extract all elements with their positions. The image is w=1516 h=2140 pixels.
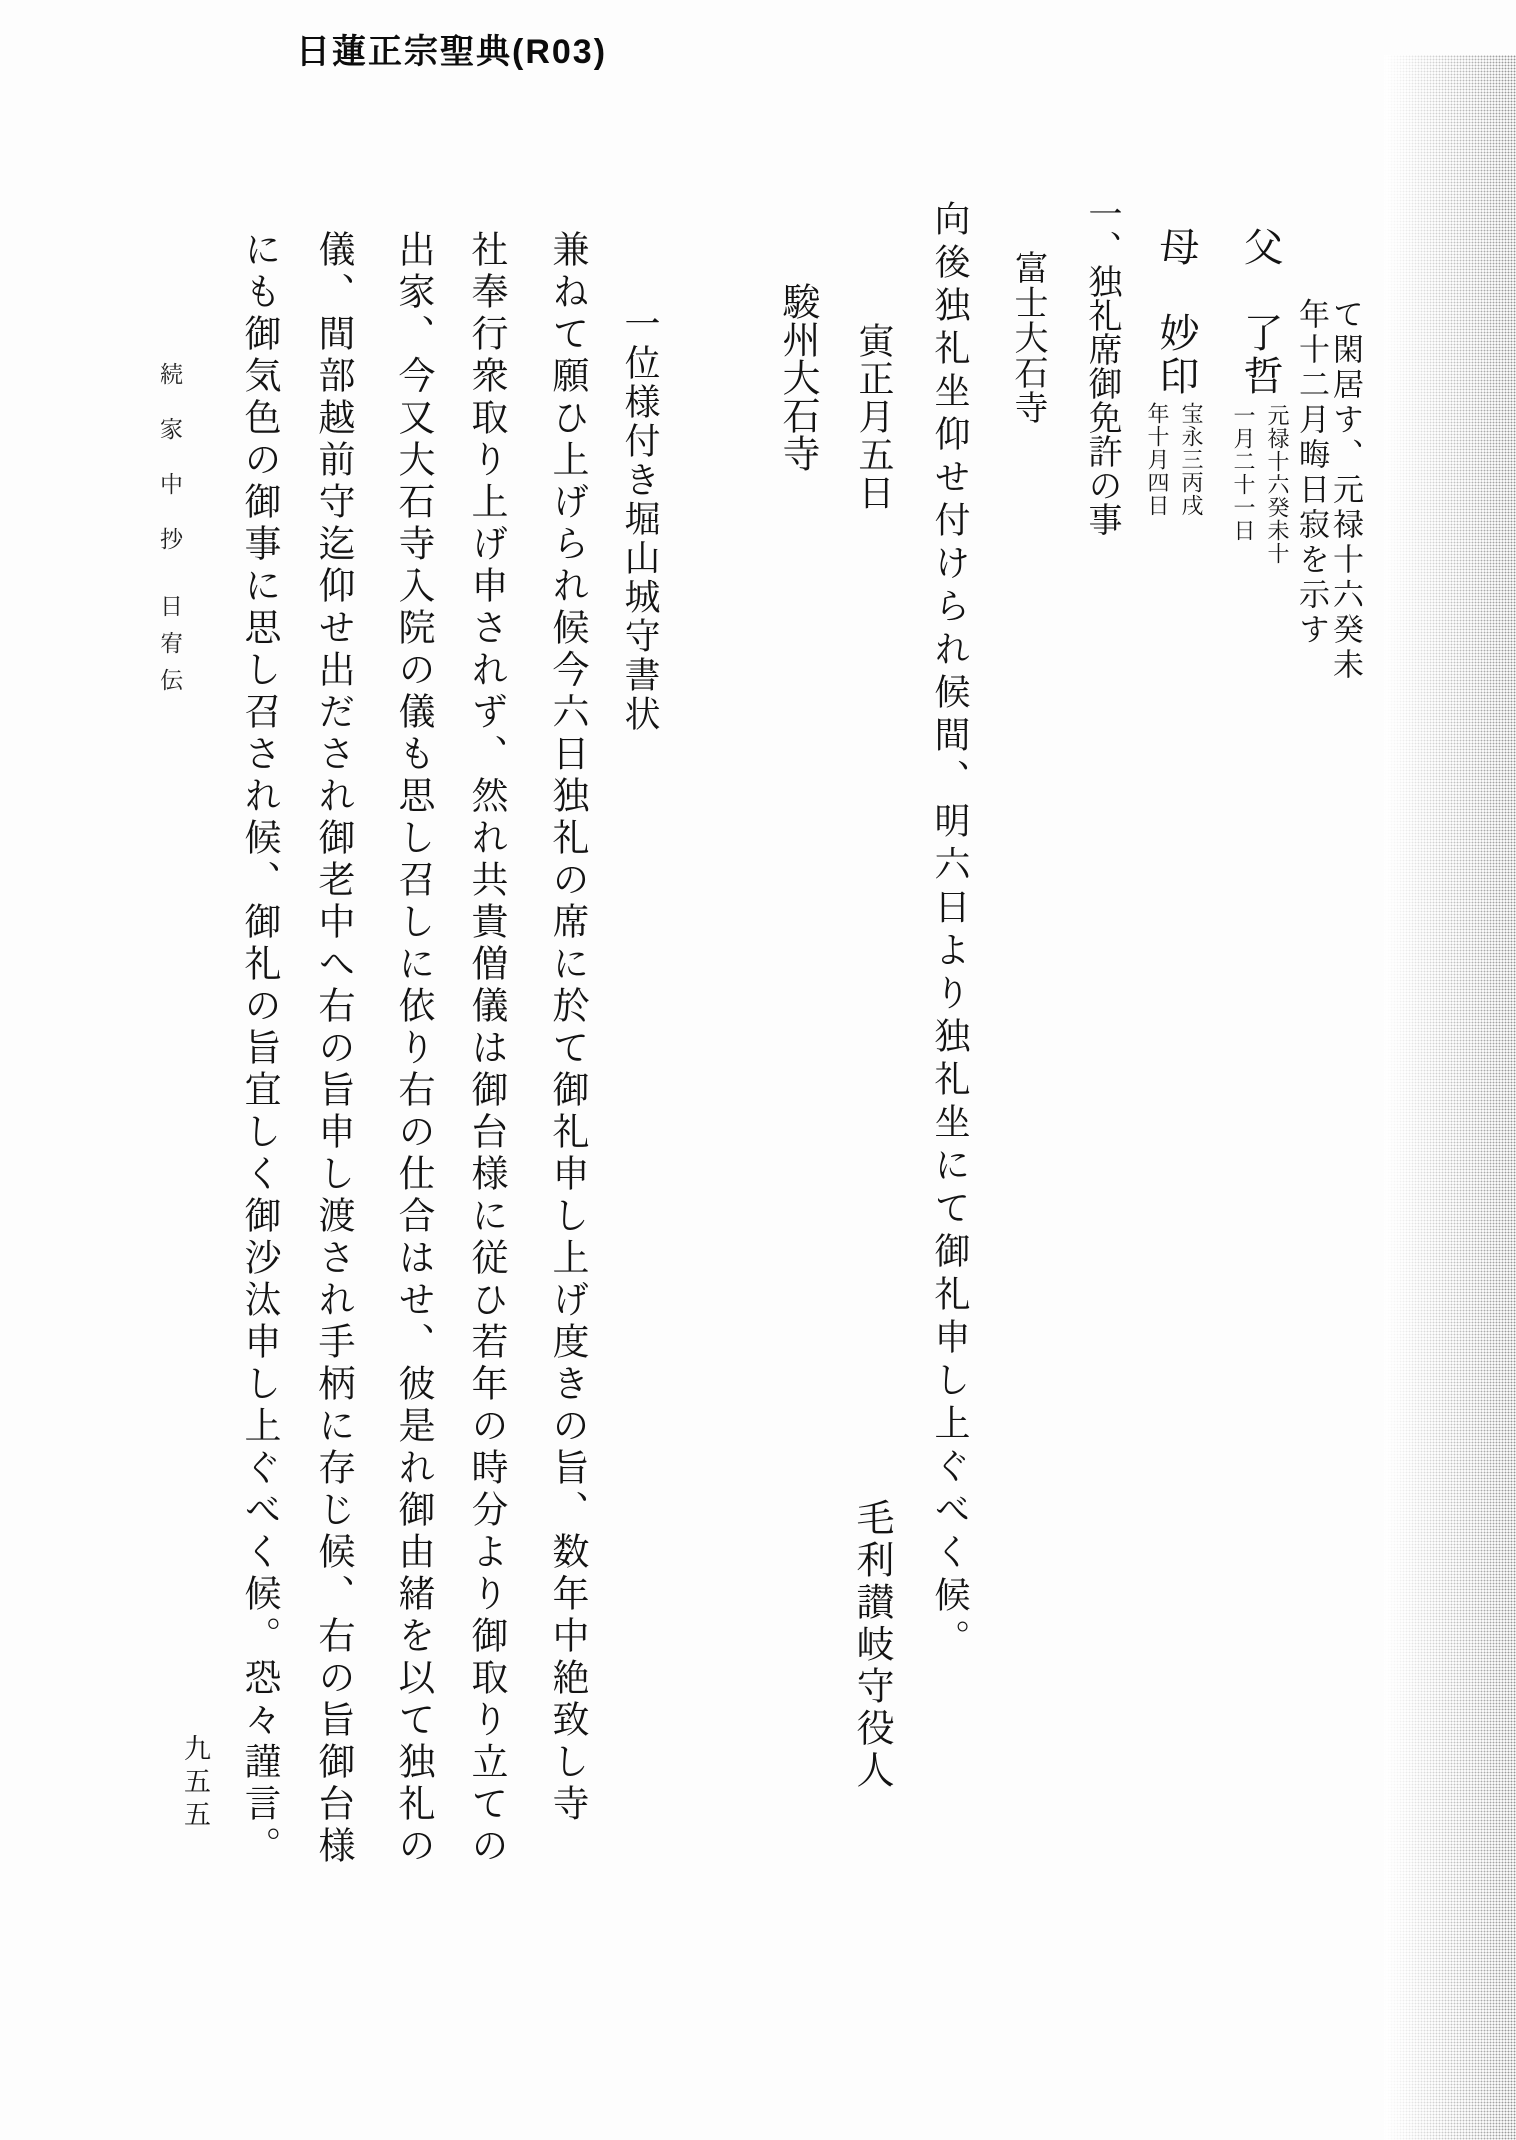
mother-date-line-1: 宝永三丙戌 — [1179, 402, 1204, 517]
letter1-addressee: 駿州大石寺 — [776, 282, 818, 472]
mother-name: 妙印 — [1154, 312, 1199, 398]
father-date-line-2: 一月二十一日 — [1231, 404, 1256, 542]
continuation-line-2: 年十二月晦日寂を示す — [1294, 298, 1329, 648]
father-name: 了哲 — [1238, 312, 1283, 398]
letter2-body-line-1: 兼ねて願ひ上げられ候今六日独礼の席に於て御礼申し上げ度きの旨、数年中絶致し寺 — [546, 230, 587, 1826]
letter2-body-line-2: 社奉行衆取り上げ申されず、然れ共貴僧儀は御台様に従ひ若年の時分より御取り立ての — [465, 230, 506, 1868]
letter2-body-line-5: にも御気色の御事に思し召され候、御礼の旨宜しく御沙汰申し上ぐべく候。恐々謹言。 — [238, 230, 279, 1868]
continuation-line-1: て閑居す、元禄十六癸未 — [1328, 298, 1363, 683]
letter1-recipient-header: 富士大石寺 — [1009, 250, 1046, 425]
scan-noise-band — [1384, 55, 1516, 2140]
letter1-heading: 一、独礼席御免許の事 — [1083, 196, 1120, 536]
letter2-heading: 一位様付き堀山城守書状 — [620, 305, 660, 734]
father-label: 父 — [1238, 226, 1283, 266]
margin-book-title: 続家中抄 — [157, 362, 182, 582]
book-header-title: 日蓮正宗聖典(R03) — [296, 33, 608, 71]
letter2-body-line-3: 出家、今又大石寺入院の儀も思し召しに依り右の仕合はせ、彼是れ御由緒を以て独礼の — [392, 230, 433, 1868]
margin-chapter-title: 日宥伝 — [157, 594, 182, 705]
mother-date-line-2: 年十月四日 — [1145, 402, 1170, 517]
father-date-line-1: 元禄十六癸未十 — [1265, 404, 1290, 565]
letter1-body: 向後独礼坐仰せ付けられ候間、明六日より独礼坐にて御礼申し上ぐべく候。 — [930, 200, 970, 1662]
letter2-body-line-4: 儀、間部越前守迄仰せ出だされ御老中へ右の旨申し渡され手柄に存じ候、右の旨御台様 — [312, 230, 353, 1868]
mother-label: 母 — [1154, 226, 1199, 266]
letter1-sender: 毛利讃岐守役人 — [850, 1498, 892, 1792]
page-number: 九五五 — [180, 1734, 210, 1833]
letter1-date: 寅正月五日 — [854, 322, 894, 512]
